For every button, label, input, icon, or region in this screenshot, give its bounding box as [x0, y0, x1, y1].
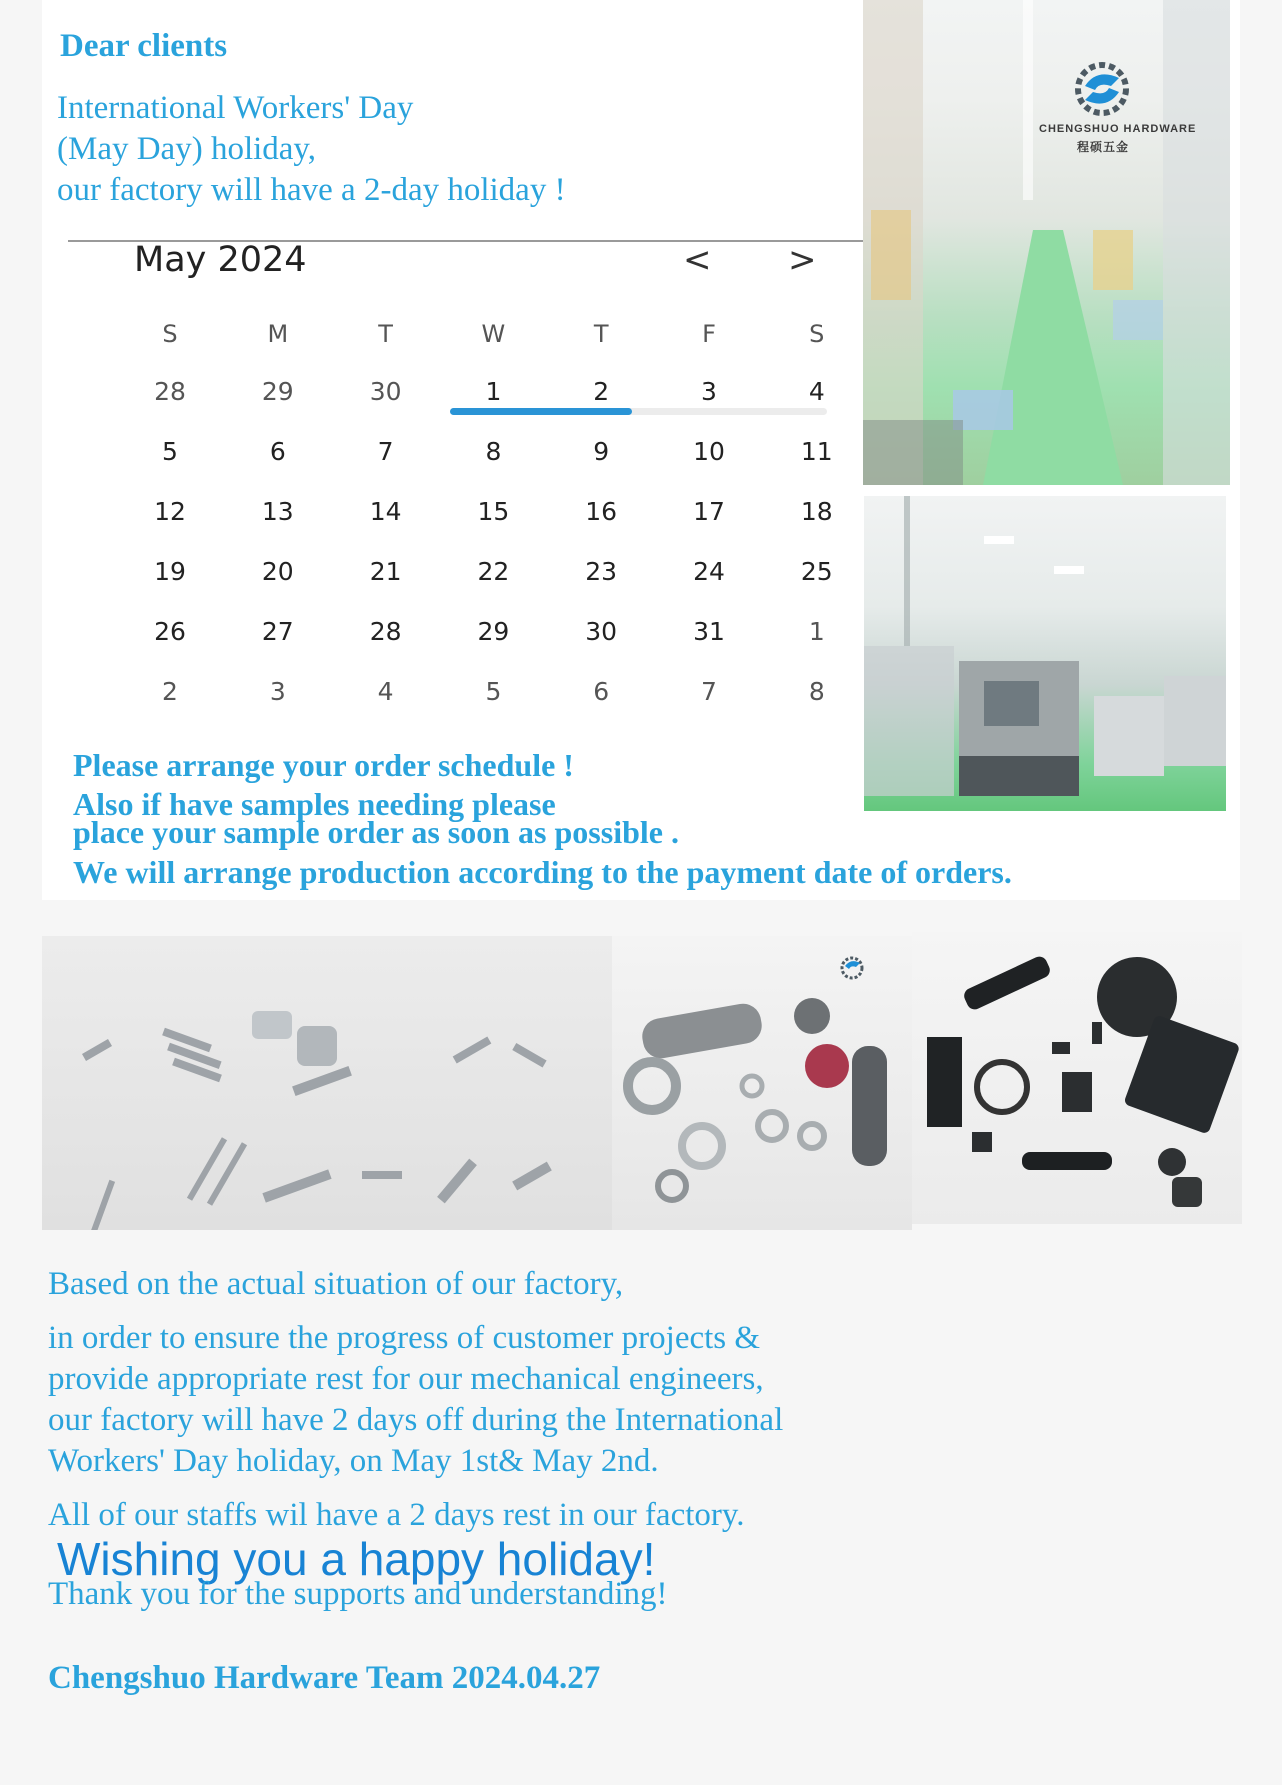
calendar-day[interactable]: 29 [261, 377, 294, 406]
calendar-month-label: May 2024 [134, 240, 307, 280]
weekday-header: M [267, 320, 289, 348]
intro-line: International Workers' Day [57, 90, 414, 126]
calendar-day[interactable]: 1 [808, 617, 825, 646]
calendar-day[interactable]: 23 [585, 557, 618, 586]
factory-machines-illustration [864, 496, 1226, 811]
calendar-day[interactable]: 31 [693, 617, 725, 646]
calendar-day[interactable]: 12 [154, 497, 186, 526]
intro-line: (May Day) holiday, [57, 131, 317, 167]
weekday-header: S [809, 320, 825, 348]
calendar-day[interactable]: 2 [593, 377, 610, 406]
holiday-explanation [48, 1264, 783, 1536]
calendar-day[interactable]: 24 [693, 557, 725, 586]
calendar-day[interactable]: 22 [477, 557, 510, 586]
calendar-day[interactable]: 10 [693, 437, 725, 466]
calendar-day[interactable]: 4 [808, 377, 825, 406]
greeting-heading: Dear clients [60, 28, 228, 64]
calendar-day[interactable]: 27 [261, 617, 294, 646]
body-paragraph: All of our staffs wil have a 2 days rest in our factory. [48, 1497, 745, 1533]
weekday-header: S [162, 320, 178, 348]
brand-logo-cn: 程硕五金 [1077, 140, 1130, 154]
brand-logo-text: CHENGSHUO HARDWARE [1039, 123, 1197, 135]
calendar-day[interactable]: 7 [377, 437, 394, 466]
thanks-text: Thank you for the supports and understanding! [48, 1576, 668, 1612]
body-paragraph: our factory will have 2 days off during the International [48, 1402, 784, 1438]
calendar-day[interactable]: 14 [369, 497, 402, 526]
calendar-day[interactable]: 15 [477, 497, 510, 526]
selection-highlight [450, 408, 632, 415]
black-parts-illustration [912, 932, 1242, 1224]
intro-text [57, 88, 566, 211]
calendar-day[interactable]: 3 [701, 377, 717, 406]
calendar-day[interactable]: 20 [261, 557, 294, 586]
calendar-day[interactable]: 3 [269, 677, 286, 706]
weekday-header: T [593, 320, 609, 348]
calendar-day[interactable]: 28 [369, 617, 402, 646]
intro-line: our factory will have a 2-day holiday ! [57, 172, 566, 208]
calendar-day[interactable]: 11 [800, 437, 833, 466]
notice-line: We will arrange production according to the payment date of orders. [73, 854, 1012, 890]
calendar-day[interactable]: 4 [377, 677, 394, 706]
calendar-day[interactable]: 29 [477, 617, 510, 646]
calendar-day[interactable]: 6 [269, 437, 286, 466]
factory-photo-machines [864, 496, 1226, 811]
black-parts-photo [912, 932, 1242, 1224]
calendar-day[interactable]: 2 [162, 677, 178, 706]
body-paragraph: in order to ensure the progress of customer projects & [48, 1320, 761, 1356]
calendar-day[interactable]: 30 [585, 617, 618, 646]
calendar-day[interactable]: 30 [369, 377, 402, 406]
gear-logo-icon [1067, 58, 1137, 125]
body-paragraph: Based on the actual situation of our factory, [48, 1266, 624, 1302]
calendar-day[interactable]: 17 [693, 497, 725, 526]
factory-corridor-illustration [863, 0, 1230, 485]
notice-line: place your sample order as soon as possible . [73, 814, 679, 850]
body-paragraph: Workers' Day holiday, on May 1st& May 2nd. [48, 1443, 659, 1479]
gear-logo-icon [837, 954, 867, 987]
factory-photo-corridor [863, 0, 1230, 485]
calendar-day[interactable]: 5 [485, 677, 502, 706]
calendar-day[interactable]: 16 [585, 497, 618, 526]
calendar-day[interactable]: 21 [369, 557, 402, 586]
signature: Chengshuo Hardware Team 2024.04.27 [48, 1660, 601, 1696]
screws-illustration [42, 936, 612, 1230]
holiday-wish: Wishing you a happy holiday! [57, 1533, 656, 1585]
calendar-day[interactable]: 1 [485, 377, 502, 406]
calendar-day[interactable]: 19 [154, 557, 186, 586]
calendar-widget [68, 240, 868, 720]
calendar-day[interactable]: 25 [800, 557, 833, 586]
calendar-day[interactable]: 28 [154, 377, 186, 406]
calendar-day[interactable]: 8 [485, 437, 502, 466]
chevron-right-icon[interactable]: > [788, 240, 817, 280]
calendar-day[interactable]: 6 [593, 677, 610, 706]
calendar-day[interactable]: 26 [154, 617, 186, 646]
calendar-day[interactable]: 7 [701, 677, 717, 706]
notice-line: Also if have samples needing please [73, 786, 556, 822]
calendar-day[interactable]: 9 [593, 437, 610, 466]
body-paragraph: provide appropriate rest for our mechanical engineers, [48, 1361, 764, 1397]
notice-line: Please arrange your order schedule ! [73, 747, 574, 783]
cnc-parts-photo [612, 936, 912, 1230]
cnc-parts-illustration [612, 936, 912, 1230]
chevron-left-icon[interactable]: < [683, 240, 712, 280]
calendar-day[interactable]: 18 [800, 497, 833, 526]
weekday-header: W [481, 320, 506, 348]
weekday-header: F [702, 320, 716, 348]
calendar-day[interactable]: 13 [261, 497, 294, 526]
screws-parts-photo [42, 936, 612, 1230]
calendar-day[interactable]: 8 [808, 677, 825, 706]
calendar-day[interactable]: 5 [162, 437, 178, 466]
weekday-header: T [378, 320, 393, 348]
